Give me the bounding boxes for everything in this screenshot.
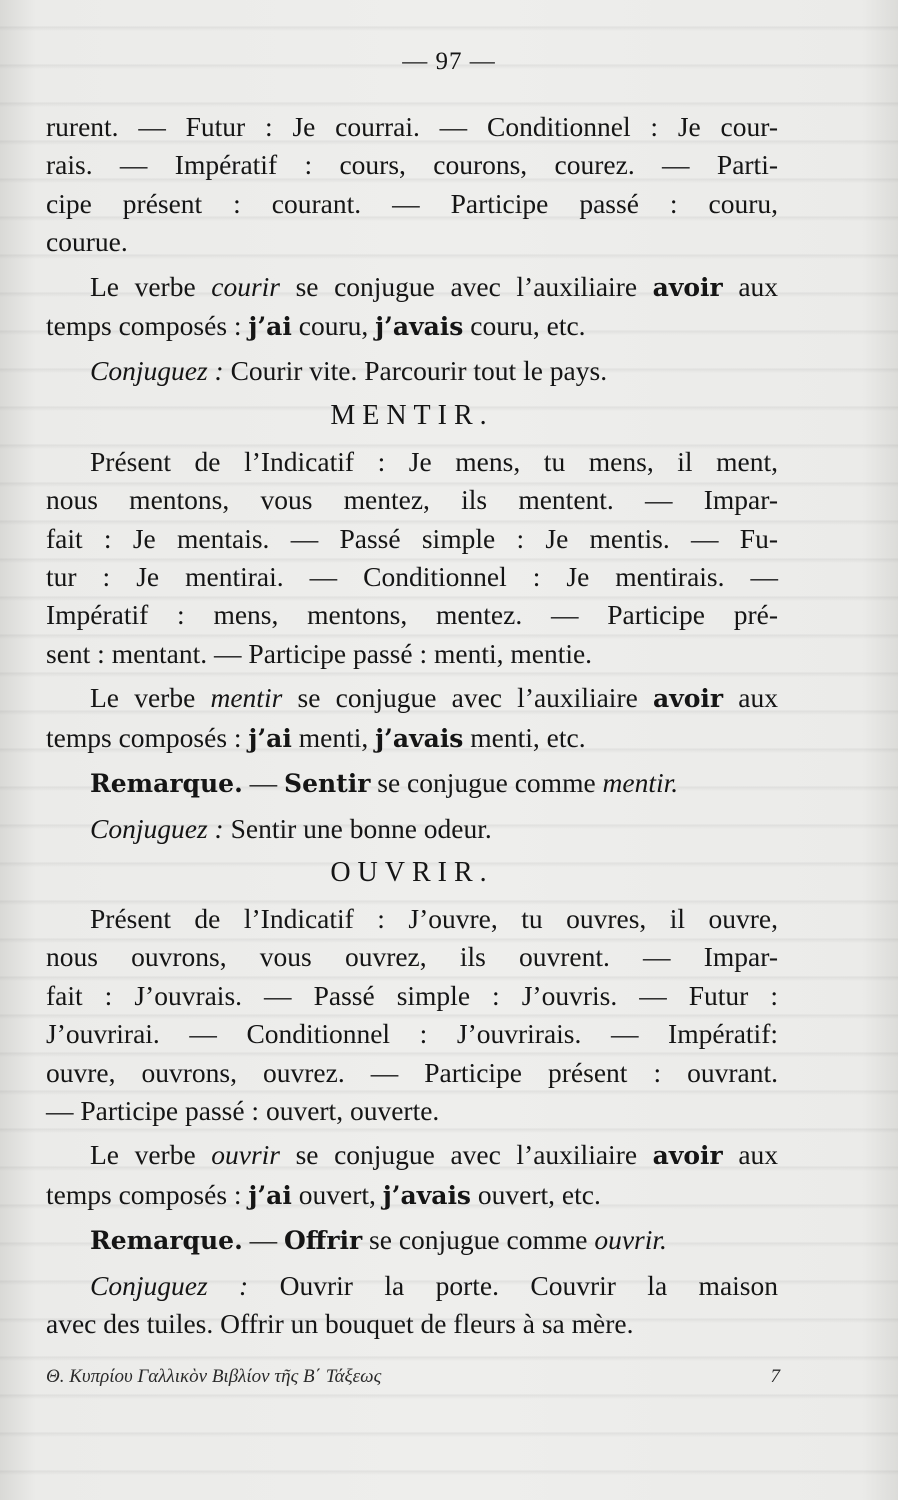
text-run: ouvert, etc. <box>477 1178 601 1210</box>
text-run: menti, etc. <box>470 721 586 753</box>
exercise-label: Conjuguez : <box>90 1269 249 1301</box>
example-bold: j’avais <box>375 312 464 342</box>
page-footer <box>46 1366 780 1388</box>
text-run: se conjugue comme <box>369 1224 588 1256</box>
text-line: J’ouvrirai. — Conditionnel : J’ouvrirais. — Impératif: <box>46 1018 778 1050</box>
example-bold: j’avais <box>382 1180 472 1210</box>
exercise-text: Ouvrir la porte. Couvrir la maison <box>279 1269 778 1301</box>
exercise-label: Conjuguez : <box>90 355 224 387</box>
text-line: nous mentons, vous mentez, ils mentent. — Impar- <box>46 484 778 516</box>
dash: — <box>249 767 278 799</box>
text-run: aux temps composés : <box>46 682 779 753</box>
ouvrir-exercise <box>46 1267 778 1344</box>
mentir-conjugation <box>46 443 778 673</box>
model-verb-italic: ouvrir. <box>594 1224 667 1256</box>
page-number: — 97 — <box>402 48 496 75</box>
text-run: aux temps composés : <box>46 1139 779 1210</box>
exercise-text: Courir vite. Parcourir tout le pays. <box>230 355 608 387</box>
text-line: courue. <box>46 226 128 258</box>
book-title: Θ. Κυπρίου Γαλλικὸν Βιβλίον τῆς Β΄ Τάξεως <box>46 1366 382 1387</box>
courir-auxiliary-paragraph <box>46 268 778 347</box>
exercise-text: Sentir une bonne odeur. <box>230 812 492 844</box>
text-run: menti, <box>298 721 369 753</box>
courir-conjugation-end <box>46 108 778 262</box>
exercise-text: avec des tuiles. Offrir un bouquet de fleurs à sa mère. <box>46 1307 634 1339</box>
text-line: fait : Je mentais. — Passé simple : Je mentis. — Fu- <box>46 522 778 554</box>
auxiliary-bold: avoir <box>652 1141 723 1171</box>
text-run: se conjugue avec l’auxiliaire <box>297 682 638 714</box>
text-line: Présent de l’Indicatif : Je mens, tu mens, il ment, <box>90 445 778 477</box>
remark-label: Remarque. <box>90 769 243 799</box>
section-heading-ouvrir: OUVRIR. <box>330 856 494 888</box>
remark-verb: Sentir <box>284 769 371 799</box>
example-bold: j’ai <box>248 1180 292 1210</box>
mentir-auxiliary-paragraph <box>46 679 778 758</box>
text-line: ouvre, ouvrons, ouvrez. — Participe présent : ouvrant. <box>46 1056 778 1088</box>
text-line: Impératif : mens, mentons, mentez. — Participe pré- <box>46 599 778 631</box>
example-bold: j’avais <box>375 723 464 753</box>
remark-verb: Offrir <box>284 1226 363 1256</box>
example-bold: j’ai <box>248 723 292 753</box>
ouvrir-auxiliary-paragraph <box>46 1136 778 1215</box>
verb-italic: courir <box>211 270 280 302</box>
text-run: Le verbe <box>90 1139 196 1171</box>
text-run: se conjugue avec l’auxiliaire <box>295 270 638 302</box>
courir-exercise <box>46 352 778 390</box>
text-run: couru, etc. <box>470 310 586 342</box>
signature-mark: 7 <box>770 1366 780 1387</box>
text-line: — Participe passé : ouvert, ouverte. <box>46 1094 440 1126</box>
verb-italic: mentir <box>210 682 283 714</box>
auxiliary-bold: avoir <box>653 684 724 714</box>
text-line: rurent. — Futur : Je courrai. — Conditionnel : Je cour- <box>46 111 778 142</box>
text-line: Présent de l’Indicatif : J’ouvre, tu ouvres, il ouvre, <box>90 902 778 934</box>
exercise-label: Conjuguez : <box>90 812 224 844</box>
text-run: Le verbe <box>90 682 196 714</box>
page-body <box>46 108 778 1349</box>
section-heading-mentir: MENTIR. <box>330 399 494 431</box>
mentir-exercise <box>46 810 778 848</box>
exercise-line <box>46 1267 778 1305</box>
auxiliary-bold: avoir <box>652 272 723 302</box>
remark-label: Remarque. <box>90 1226 243 1256</box>
text-run: se conjugue avec l’auxiliaire <box>295 1139 638 1171</box>
verb-italic: ouvrir <box>211 1139 280 1171</box>
ouvrir-conjugation <box>46 900 778 1130</box>
model-verb-italic: mentir. <box>602 767 679 799</box>
example-bold: j’ai <box>248 312 292 342</box>
ouvrir-remark <box>46 1221 778 1260</box>
text-line: sent : mentant. — Participe passé : menti, mentie. <box>46 637 593 669</box>
text-line: tur : Je mentirai. — Conditionnel : Je mentirais. — <box>46 561 778 593</box>
text-line: cipe présent : courant. — Participe passé : couru, <box>46 187 778 219</box>
text-run: ouvert, <box>298 1178 376 1210</box>
text-run: aux temps composés : <box>46 270 779 342</box>
text-line: fait : J’ouvrais. — Passé simple : J’ouvris. — Futur : <box>46 979 778 1011</box>
text-line: rais. — Impératif : cours, courons, courez. — Parti- <box>46 149 778 181</box>
text-run: couru, <box>298 310 369 342</box>
dash: — <box>249 1224 278 1256</box>
mentir-remark <box>46 764 778 803</box>
text-run: Le verbe <box>90 270 196 302</box>
text-line: nous ouvrons, vous ouvrez, ils ouvrent. — Impar- <box>46 941 778 973</box>
text-run: se conjugue comme <box>377 767 596 799</box>
